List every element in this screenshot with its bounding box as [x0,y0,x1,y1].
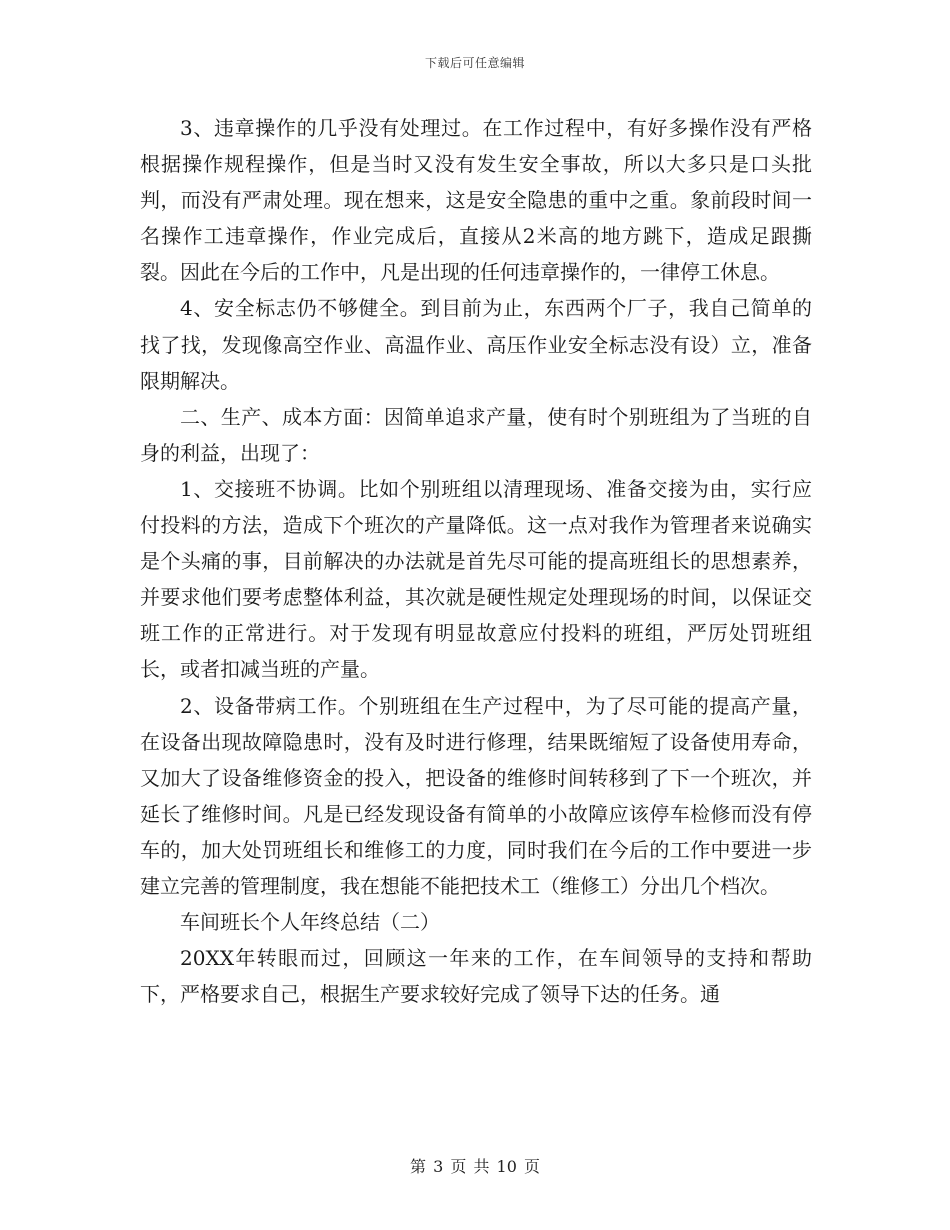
section-title: 车间班长个人年终总结（二） [180,910,440,935]
paragraph-safety-signs: 4、安全标志仍不够健全。到目前为止，东西两个厂子，我自己简单的找了找，发现像高空作业、高温作业、高压作业安全标志没有设）立，准备限期解决。 [140,296,812,393]
page-footer: 第 3 页 共 10 页 [410,1157,540,1176]
document-body [140,110,812,1012]
paragraph-year-review: 20XX年转眼而过，回顾这一年来的工作，在车间领导的支持和帮助下，严格要求自己，根据生产要求较好完成了领导下达的任务。通 [140,946,812,1007]
paragraph-shift-handover: 1、交接班不协调。比如个别班组以清理现场、准备交接为由，实行应付投料的方法，造成下个班次的产量降低。这一点对我作为管理者来说确实是个头痛的事，目前解决的办法就是首先尽可能的提高班组长的思想素养，并要求他们要考虑整体利益，其次就是硬性规定处理现场的时间，以保证交班工作的正常进行。对于发现有明显故意应付投料的班组，严厉处罚班组长，或者扣减当班的产量。 [140,476,812,682]
page-header: 下载后可任意编辑 [424,56,525,70]
paragraph-violation-handling: 3、违章操作的几乎没有处理过。在工作过程中，有好多操作没有严格根据操作规程操作，但是当时又没有发生安全事故，所以大多只是口头批判，而没有严肃处理。现在想来，这是安全隐患的重中之重。象前段时间一名操作工违章操作，作业完成后，直接从2米高的地方跳下，造成足跟撕裂。因此在今后的工作中，凡是出现的任何违章操作的，一律停工休息。 [140,116,812,285]
paragraph-equipment-faults: 2、设备带病工作。个别班组在生产过程中，为了尽可能的提高产量，在设备出现故障隐患时，没有及时进行修理，结果既缩短了设备使用寿命，又加大了设备维修资金的投入，把设备的维修时间转移到了下一个班次，并延长了维修时间。凡是已经发现设备有简单的小故障应该停车检修而没有停车的，加大处罚班组长和维修工的力度，同时我们在今后的工作中要进一步建立完善的管理制度，我在想能不能把技术工（维修工）分出几个档次。 [140,693,812,898]
paragraph-production-cost: 二、生产、成本方面：因简单追求产量，使有时个别班组为了当班的自身的利益，出现了： [140,404,812,465]
